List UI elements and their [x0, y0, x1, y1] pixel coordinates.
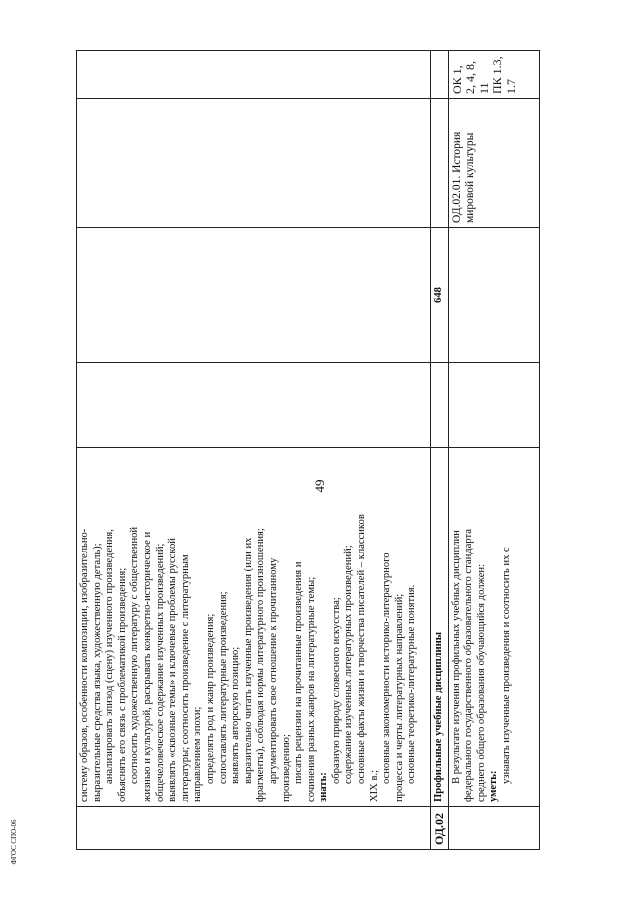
text-line: определять род и жанр произведения;: [204, 613, 216, 784]
text-line: аргументировать свое отношение к прочитанному: [267, 557, 279, 784]
text-line: В результате изучения профильных учебных дисциплин: [450, 530, 462, 784]
section-title: Профильные учебные дисциплины: [431, 448, 449, 807]
max-load-cell: [431, 363, 449, 448]
text-line: выразительно читать изученные произведения (или их: [242, 537, 254, 784]
text-line: жизнью и культурой, раскрывать конкретно-историческое и: [141, 531, 153, 802]
competencies-cell: [431, 51, 449, 99]
page-number: 49: [312, 479, 327, 493]
section-code: ОД.02: [431, 807, 449, 850]
text-line: произведению;: [280, 734, 292, 802]
competencies-cell: [77, 51, 431, 99]
requirements-cell: [448, 448, 539, 807]
text-line: уметь:: [488, 770, 500, 802]
text-line: основные закономерности историко-литературного: [381, 552, 393, 784]
index-cell: [448, 807, 539, 850]
text-line: выявлять авторскую позицию;: [230, 646, 242, 784]
text-line: XIX в.;: [368, 769, 380, 802]
text-line: фрагменты), соблюдая нормы литературного произношения;: [255, 528, 267, 802]
table-row-section: [431, 51, 449, 850]
text-line: основные теоретико-литературные понятия.: [406, 584, 418, 784]
discipline-cell: [431, 99, 449, 228]
text-line: направлением эпохи;: [192, 706, 204, 802]
text-line: общечеловеческое содержание изученных произведений;: [154, 543, 166, 802]
text-line: объяснять его связь с проблематикой произведения;: [116, 567, 128, 802]
text-line: выразительные средства языка, художественную деталь);: [91, 543, 103, 802]
text-line: литературы; соотносить произведение с литературным: [179, 554, 191, 802]
text-line: систему образов, особенности композиции, изобразительно-: [79, 528, 90, 802]
text-line: анализировать эпизод (сцену) изученного произведения,: [104, 529, 116, 784]
text-line: знать:: [318, 772, 330, 802]
professional-competencies: ПК 1.3, 1.7: [490, 56, 518, 94]
text-line: сопоставлять литературные произведения;: [217, 591, 229, 784]
discipline-cell: [77, 99, 431, 228]
text-line: содержание изученных литературных произведений;: [343, 545, 355, 784]
table-row: [77, 51, 431, 850]
text-line: федерального государственного образовательного стандарта: [463, 529, 475, 802]
text-line: узнавать изученные произведения и соотносить их с: [500, 547, 512, 784]
footer-code: ФГОС СПО-06: [10, 819, 18, 865]
general-competencies: ОК 1, 2, 4, 8, 11: [449, 61, 491, 94]
rotated-page-content: [76, 50, 540, 850]
table-row: [448, 51, 539, 850]
text-line: выявлять «сквозные темы» и ключевые проблемы русской: [167, 538, 179, 802]
max-load-cell: [77, 363, 431, 448]
text-line: сочинения разных жанров на литературные темы;: [305, 576, 317, 802]
hours-cell: [77, 228, 431, 363]
curriculum-table: [76, 50, 540, 850]
text-line: образную природу словесного искусства;: [330, 597, 342, 784]
text-line: среднего общего образования обучающийся должен:: [475, 563, 487, 802]
text-line: процесса и черты литературных направлений;: [393, 593, 405, 802]
requirements-cell: [77, 448, 431, 807]
text-line: соотносить художественную литературу с общественной: [129, 526, 141, 784]
section-hours: 648: [431, 228, 449, 363]
hours-cell: [448, 228, 539, 363]
competencies-cell: [448, 51, 539, 99]
text-line: основные факты жизни и творчества писателей – классиков: [356, 514, 368, 784]
max-load-cell: [448, 363, 539, 448]
index-cell: [77, 807, 431, 850]
text-line: писать рецензии на прочитанные произведения и: [293, 561, 305, 784]
discipline-name: ОД.02.01. История мировой культуры: [448, 99, 539, 228]
